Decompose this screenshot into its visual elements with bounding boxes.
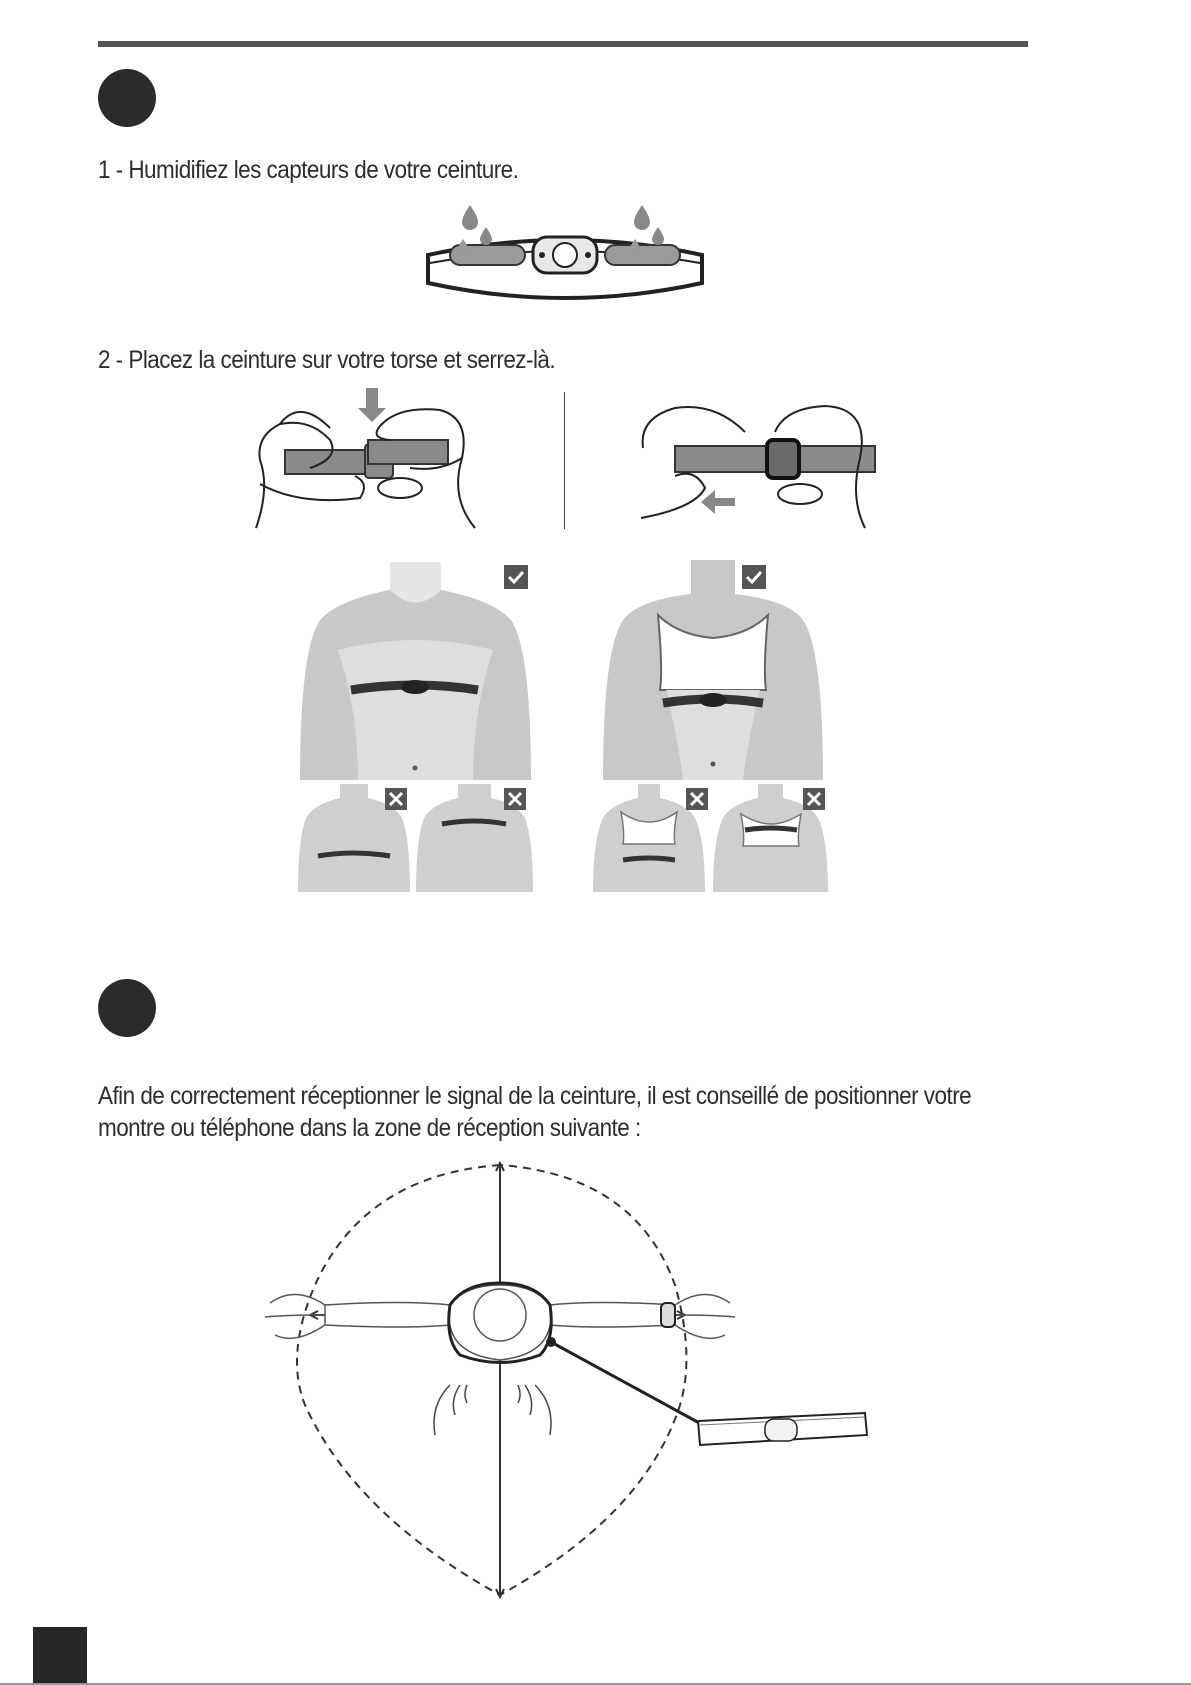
check-icon bbox=[742, 565, 766, 589]
female-torso-wrong-set bbox=[593, 784, 828, 892]
signal-waves-right bbox=[518, 1385, 551, 1435]
female-torso-wrong-low bbox=[593, 784, 708, 892]
page-number-tab bbox=[33, 1627, 87, 1685]
illustration-divider bbox=[564, 392, 565, 529]
male-torso-wrong-set bbox=[298, 784, 533, 892]
water-drop-icon bbox=[462, 205, 478, 230]
step-2-text: 2 - Placez la ceinture sur votre torse et serrez-là. bbox=[98, 346, 556, 374]
section-marker-2 bbox=[98, 979, 156, 1037]
wet-belt-illustration bbox=[420, 205, 710, 315]
left-hand bbox=[265, 1294, 325, 1338]
pointer-line bbox=[551, 1342, 703, 1425]
water-drop-icon bbox=[458, 239, 468, 254]
signal-waves-left bbox=[434, 1385, 467, 1435]
arrow-down-icon bbox=[358, 388, 386, 422]
reception-paragraph bbox=[98, 1080, 971, 1144]
hands-clip-illustration bbox=[250, 388, 480, 533]
water-drop-icon bbox=[630, 239, 640, 254]
male-torso-wrong-high bbox=[416, 784, 533, 892]
check-icon bbox=[504, 565, 528, 589]
water-drop-icon bbox=[480, 227, 492, 245]
sensor-pad-right bbox=[605, 245, 680, 265]
step-1-text: 1 - Humidifiez les capteurs de votre ceinture. bbox=[98, 156, 519, 184]
male-torso-correct bbox=[298, 560, 533, 780]
female-torso-correct bbox=[598, 560, 828, 780]
watch-icon bbox=[661, 1303, 675, 1327]
header-rule bbox=[98, 41, 1028, 47]
reception-zone-diagram bbox=[255, 1155, 895, 1605]
section-marker-1 bbox=[98, 69, 156, 127]
reception-line-1: Afin de correctement réceptionner le signal de la ceinture, il est conseillé de positionner votre bbox=[98, 1082, 972, 1110]
female-torso-wrong-high bbox=[713, 784, 828, 892]
water-drop-icon bbox=[634, 205, 650, 230]
reception-zone-outline bbox=[297, 1165, 686, 1595]
reception-line-2: montre ou téléphone dans la zone de réception suivante : bbox=[98, 1114, 641, 1142]
male-torso-wrong-low bbox=[298, 784, 410, 892]
water-drop-icon bbox=[652, 227, 664, 245]
arrow-left-icon bbox=[701, 490, 735, 514]
person-top-view bbox=[325, 1285, 675, 1360]
hands-tighten-illustration bbox=[635, 388, 875, 533]
